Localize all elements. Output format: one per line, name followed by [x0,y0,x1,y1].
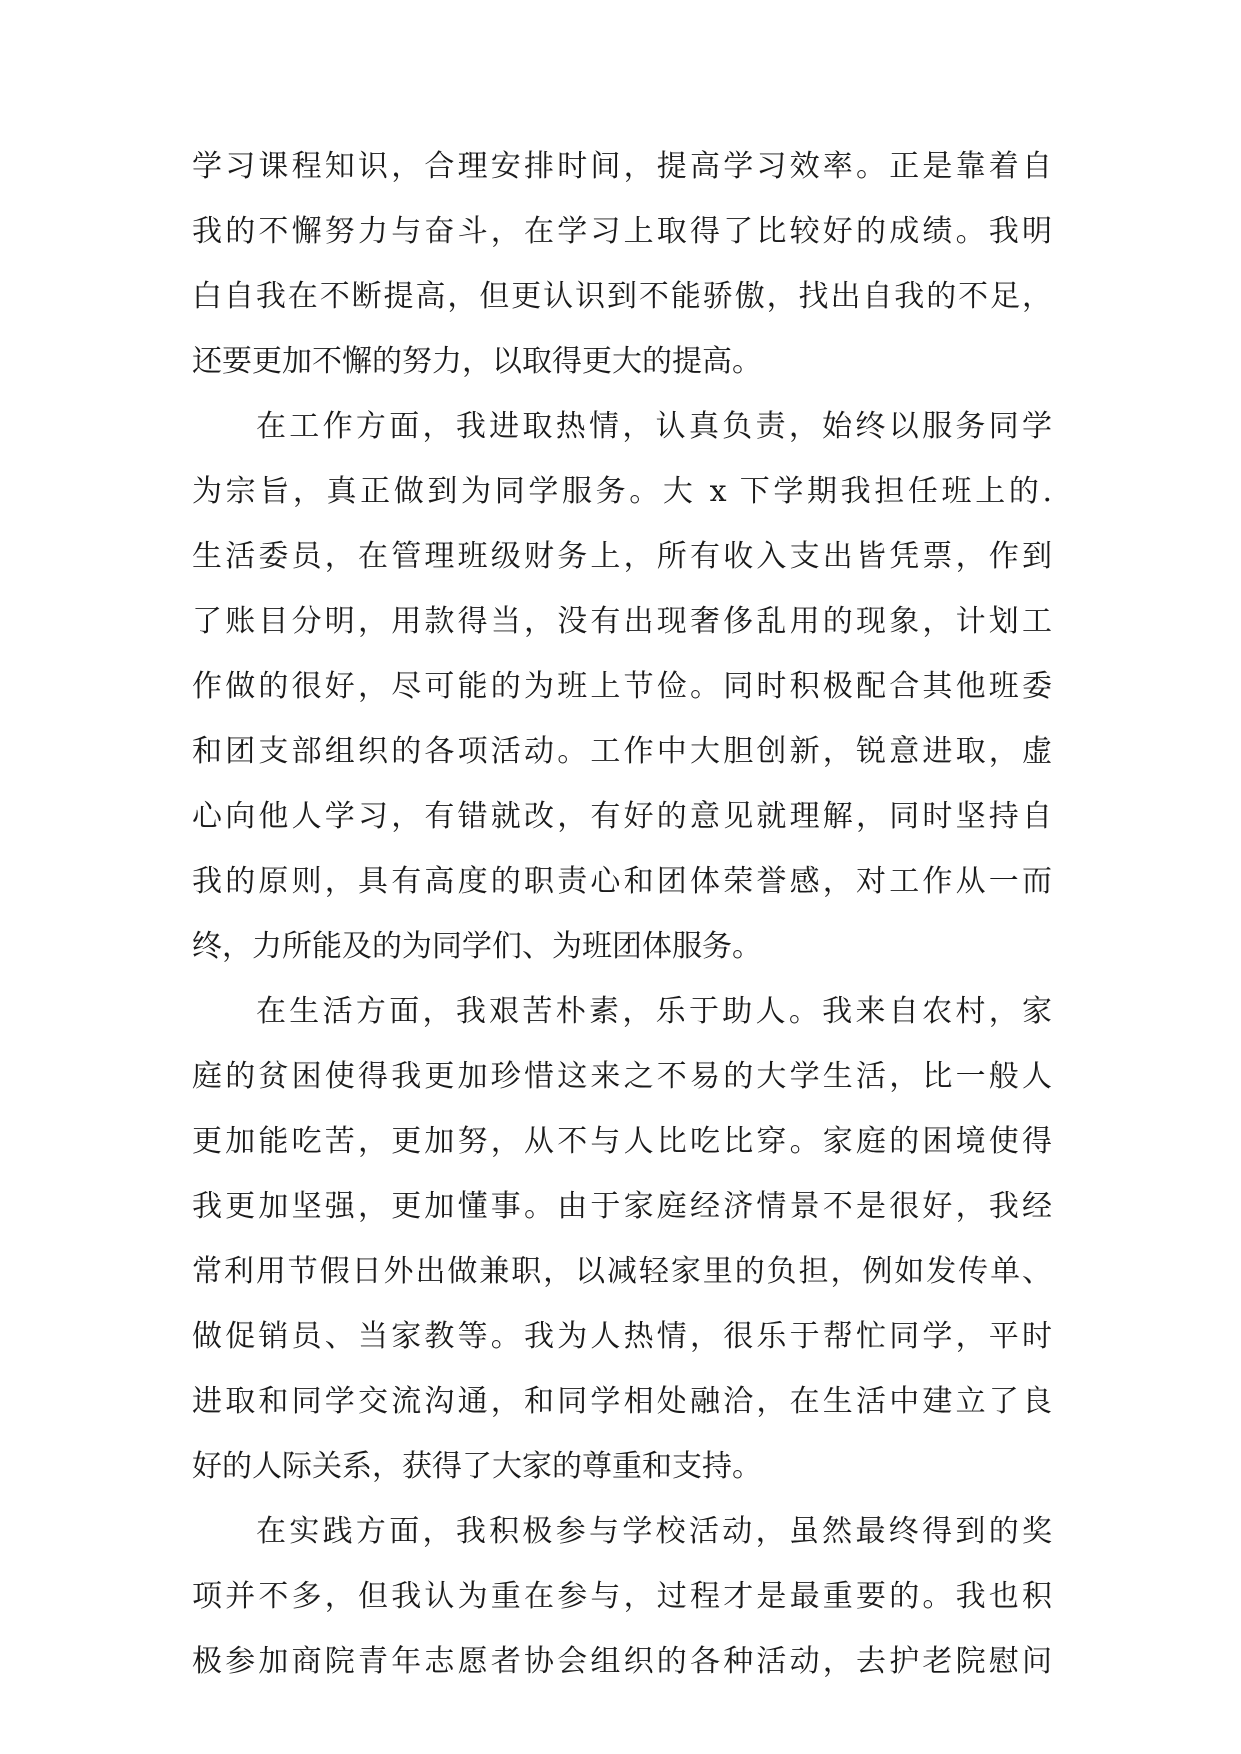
text-line: 学习课程知识，合理安排时间，提高学习效率。正是靠着自 [192,149,1052,184]
text-line: 还要更加不懈的努力，以取得更大的提高。 [192,344,762,379]
text-line: 我的不懈努力与奋斗，在学习上取得了比较好的成绩。我明 [192,214,1052,249]
text-line: 项并不多，但我认为重在参与，过程才是最重要的。我也积 [192,1579,1052,1614]
paragraph-start-line: 在实践方面，我积极参与学校活动，虽然最终得到的奖 [256,1514,1052,1549]
text-line: 庭的贫困使得我更加珍惜这来之不易的大学生活，比一般人 [192,1059,1052,1094]
text-line: 好的人际关系，获得了大家的尊重和支持。 [192,1449,762,1484]
text-line: 进取和同学交流沟通，和同学相处融洽，在生活中建立了良 [192,1384,1052,1419]
text-line: 为宗旨，真正做到为同学服务。大 x 下学期我担任班上的. [192,474,1052,509]
text-line: 我的原则，具有高度的职责心和团体荣誉感，对工作从一而 [192,864,1052,899]
body-text [192,134,1052,1694]
text-line: 生活委员，在管理班级财务上，所有收入支出皆凭票，作到 [192,539,1052,574]
text-line: 我更加坚强，更加懂事。由于家庭经济情景不是很好，我经 [192,1189,1052,1224]
text-line: 作做的很好，尽可能的为班上节俭。同时积极配合其他班委 [192,669,1052,704]
text-line: 做促销员、当家教等。我为人热情，很乐于帮忙同学，平时 [192,1319,1052,1354]
paragraph-start-line: 在工作方面，我进取热情，认真负责，始终以服务同学 [256,409,1052,444]
paragraph-start-line: 在生活方面，我艰苦朴素，乐于助人。我来自农村，家 [256,994,1052,1029]
text-line: 和团支部组织的各项活动。工作中大胆创新，锐意进取，虚 [192,734,1052,769]
text-line: 终，力所能及的为同学们、为班团体服务。 [192,929,762,964]
text-line: 常利用节假日外出做兼职，以减轻家里的负担，例如发传单、 [192,1254,1052,1289]
text-line: 极参加商院青年志愿者协会组织的各种活动，去护老院慰问 [192,1644,1052,1679]
text-line: 了账目分明，用款得当，没有出现奢侈乱用的现象，计划工 [192,604,1052,639]
text-line: 更加能吃苦，更加努，从不与人比吃比穿。家庭的困境使得 [192,1124,1052,1159]
text-line: 心向他人学习，有错就改，有好的意见就理解，同时坚持自 [192,799,1052,834]
text-line: 白自我在不断提高，但更认识到不能骄傲，找出自我的不足， [192,279,1052,314]
